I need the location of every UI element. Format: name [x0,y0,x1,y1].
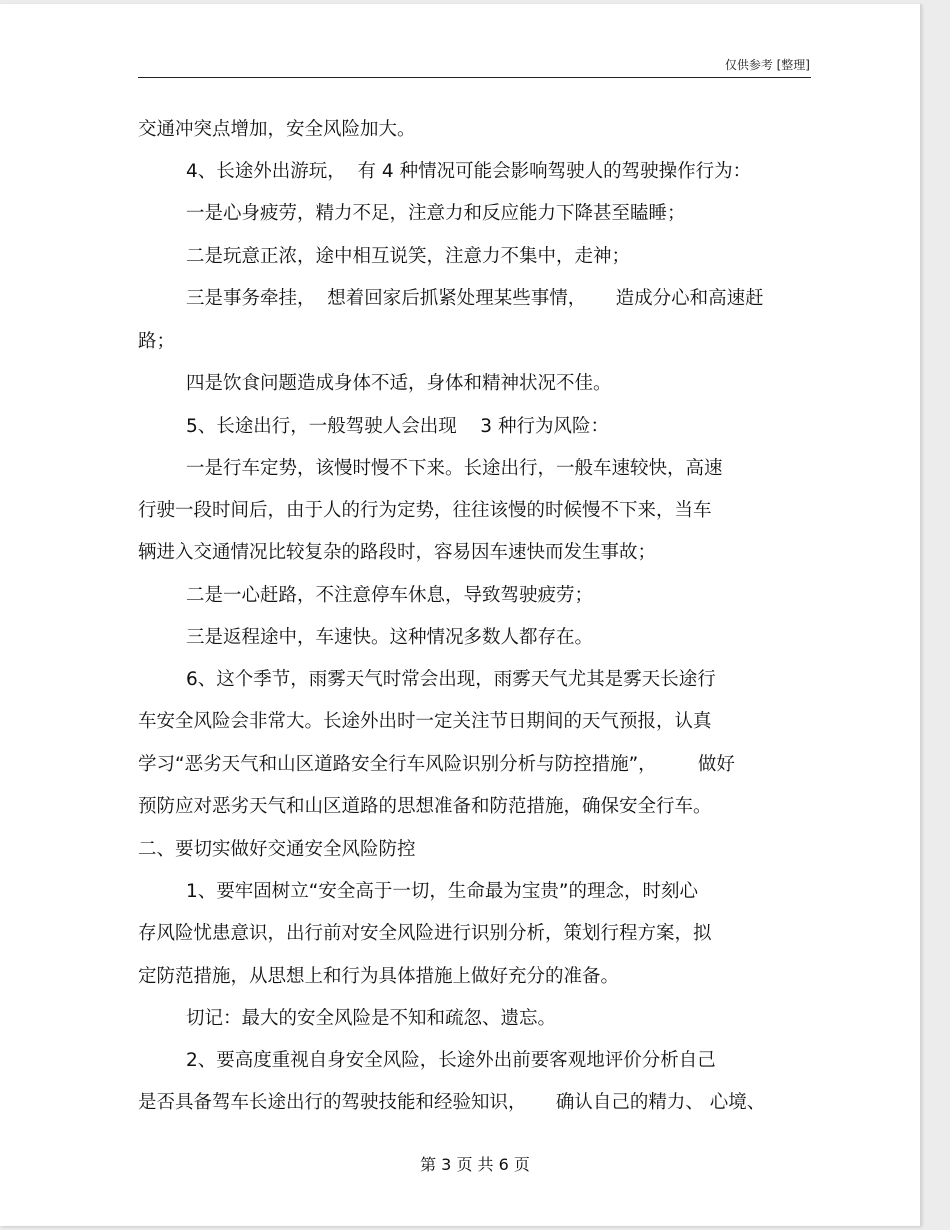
document-page [0,4,921,1226]
text-line: 定防范措施，从思想上和行为具体措施上做好充分的准备。 [138,966,620,987]
text-line: 四是饮食问题造成身体不适，身体和精神状况不佳。 [186,373,612,394]
text-line: 三是返程途中，车速快。这种情况多数人都存在。 [186,627,594,648]
page-header: 仅供参考 [整理] [724,58,810,72]
header-divider [138,77,811,78]
text-line: 路； [138,331,176,352]
text-line: 交通冲突点增加，安全风险加大。 [138,119,416,140]
text-line: 4、长途外出游玩， 有 4 种情况可能会影响驾驶人的驾驶操作行为： [186,161,752,182]
text-line: 二是一心赶路，不注意停车休息，导致驾驶疲劳； [186,585,594,606]
text-line: 三是事务牵挂， 想着回家后抓紧处理某些事情， 造成分心和高速赶 [186,288,764,309]
text-line: 学习“恶劣天气和山区道路安全行车风险识别分析与防控措施”， 做好 [138,754,735,775]
text-line: 一是行车定势，该慢时慢不下来。长途出行，一般车速较快，高速 [186,458,723,479]
page-number-footer: 第 3 页 共 6 页 [420,1155,530,1174]
text-line: 辆进入交通情况比较复杂的路段时，容易因车速快而发生事故； [138,542,657,563]
text-line: 二是玩意正浓，途中相互说笑，注意力不集中，走神； [186,246,631,267]
text-line: 2、要高度重视自身安全风险，长途外出前要客观地评价分析自己 [186,1050,716,1071]
text-line: 预防应对恶劣天气和山区道路的思想准备和防范措施，确保安全行车。 [138,796,712,817]
text-line: 5、长途出行，一般驾驶人会出现 3 种行为风险： [186,416,609,437]
text-line: 切记：最大的安全风险是不知和疏忽、遗忘。 [186,1008,557,1029]
section-heading: 二、要切实做好交通安全风险防控 [138,839,416,860]
text-line: 6、这个季节，雨雾天气时常会出现，雨雾天气尤其是雾天长途行 [186,669,716,690]
text-line: 1、要牢固树立“安全高于一切，生命最为宝贵”的理念，时刻心 [186,881,698,902]
text-line: 行驶一段时间后，由于人的行为定势，往往该慢的时候慢不下来，当车 [138,500,712,521]
text-line: 车安全风险会非常大。长途外出时一定关注节日期间的天气预报，认真 [138,711,712,732]
text-line: 存风险忧患意识，出行前对安全风险进行识别分析，策划行程方案，拟 [138,923,712,944]
text-line: 是否具备驾车长途出行的驾驶技能和经验知识， 确认自己的精力、 心境、 [138,1092,766,1113]
text-line: 一是心身疲劳，精力不足，注意力和反应能力下降甚至瞌睡； [186,203,686,224]
